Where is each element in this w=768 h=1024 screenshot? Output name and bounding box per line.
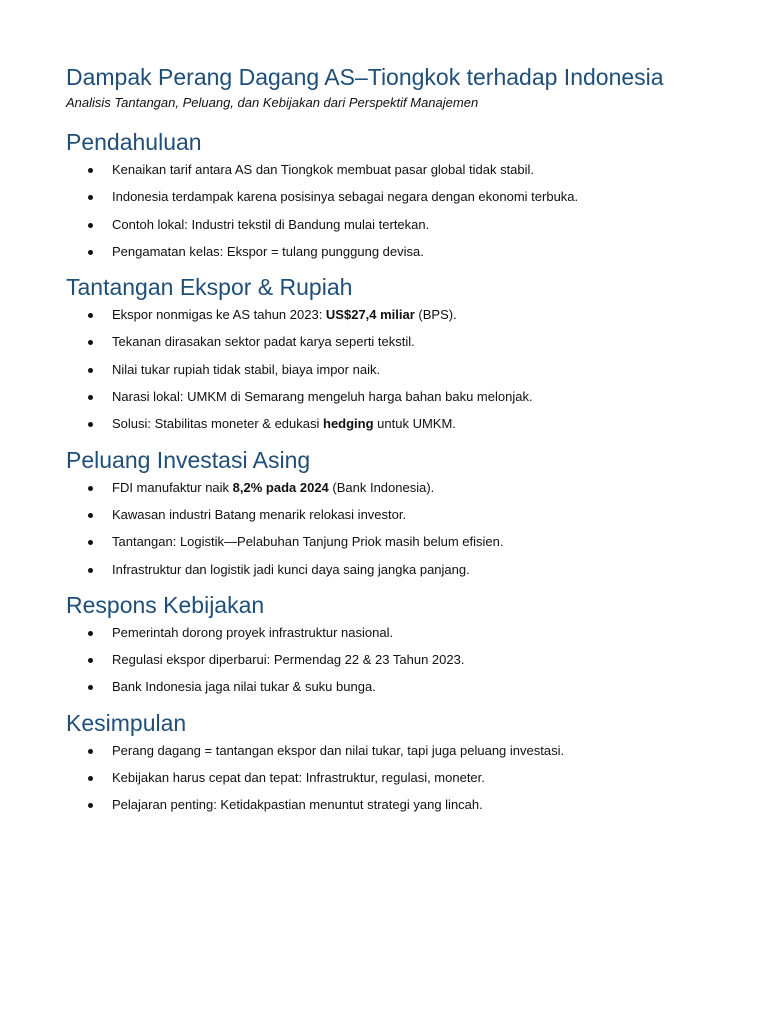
- list-item-text: Infrastruktur dan logistik jadi kunci daya saing jangka panjang.: [112, 561, 470, 577]
- document-title: Dampak Perang Dagang AS–Tiongkok terhadap Indonesia: [66, 64, 664, 90]
- bullet-icon: [88, 685, 93, 690]
- section-heading: Tantangan Ekspor & Rupiah: [66, 274, 353, 301]
- section-tantangan: [66, 270, 706, 432]
- bullet-icon: [88, 313, 93, 318]
- bullet-icon: [88, 513, 93, 518]
- bullet-icon: [88, 168, 93, 173]
- bullet-list: [66, 306, 706, 432]
- highlight-value: 8,2% pada 2024: [232, 479, 329, 495]
- bullet-icon: [88, 568, 93, 573]
- list-item: [66, 506, 706, 523]
- list-item-text: Bank Indonesia jaga nilai tukar & suku bunga.: [112, 679, 376, 695]
- list-item-text: untuk UMKM.: [373, 416, 456, 432]
- list-item: [66, 243, 706, 260]
- section-respons: [66, 588, 706, 696]
- list-item: [66, 306, 706, 323]
- section-heading: Respons Kebijakan: [66, 591, 265, 618]
- list-item: [66, 678, 706, 695]
- list-item: [66, 415, 706, 432]
- bullet-icon: [88, 749, 93, 754]
- list-item-text: (BPS).: [414, 307, 457, 323]
- bullet-list: [66, 742, 706, 814]
- list-item: [66, 361, 706, 378]
- list-item: [66, 769, 706, 786]
- list-item-text: Indonesia terdampak karena posisinya sebagai negara dengan ekonomi terbuka.: [112, 189, 579, 205]
- list-item-text: FDI manufaktur naik: [112, 479, 233, 495]
- bullet-icon: [88, 658, 93, 663]
- bullet-icon: [88, 195, 93, 200]
- bullet-list: [66, 161, 706, 260]
- section-heading: Pendahuluan: [66, 129, 202, 155]
- list-item: [66, 388, 706, 405]
- bullet-icon: [88, 776, 93, 781]
- section-heading: Kesimpulan: [66, 709, 187, 736]
- bullet-list: [66, 479, 706, 578]
- list-item-text: Regulasi ekspor diperbarui: Permendag 22 & 23 Tahun 2023.: [112, 652, 465, 668]
- list-item: [66, 333, 706, 350]
- bullet-icon: [88, 250, 93, 255]
- list-item-text: Pengamatan kelas: Ekspor = tulang punggung devisa.: [112, 243, 424, 259]
- bullet-list: [66, 624, 706, 696]
- list-item: [66, 479, 706, 496]
- list-item: [66, 188, 706, 205]
- list-item-text: Solusi: Stabilitas moneter & edukasi: [112, 416, 323, 432]
- list-item-text: Ekspor nonmigas ke AS tahun 2023:: [112, 307, 326, 323]
- list-item-text: Kebijakan harus cepat dan tepat: Infrastruktur, regulasi, moneter.: [112, 770, 485, 786]
- list-item-text: Kenaikan tarif antara AS dan Tiongkok membuat pasar global tidak stabil.: [112, 162, 535, 177]
- bullet-icon: [88, 803, 93, 808]
- list-item-text: Contoh lokal: Industri tekstil di Bandung mulai tertekan.: [112, 216, 430, 232]
- list-item: [66, 161, 706, 178]
- list-item: [66, 796, 706, 813]
- list-item: [66, 624, 706, 641]
- highlight-term: hedging: [323, 416, 374, 432]
- section-peluang: [66, 443, 706, 578]
- list-item-text: Kawasan industri Batang menarik relokasi investor.: [112, 506, 407, 522]
- section-heading: Peluang Investasi Asing: [66, 446, 311, 473]
- bullet-icon: [88, 422, 93, 427]
- list-item: [66, 561, 706, 578]
- bullet-icon: [88, 631, 93, 636]
- document-subtitle: Analisis Tantangan, Peluang, dan Kebijakan dari Perspektif Manajemen: [66, 95, 479, 110]
- list-item: [66, 533, 706, 550]
- bullet-icon: [88, 486, 93, 491]
- list-item-text: Perang dagang = tantangan ekspor dan nilai tukar, tapi juga peluang investasi.: [112, 742, 565, 758]
- list-item-text: (Bank Indonesia).: [328, 479, 435, 495]
- list-item: [66, 742, 706, 759]
- list-item-text: Tekanan dirasakan sektor padat karya seperti tekstil.: [112, 334, 415, 350]
- list-item: [66, 216, 706, 233]
- section-pendahuluan: [66, 125, 706, 260]
- list-item-text: Tantangan: Logistik—Pelabuhan Tanjung Priok masih belum efisien.: [112, 534, 504, 550]
- bullet-icon: [88, 540, 93, 545]
- list-item-text: Pemerintah dorong proyek infrastruktur nasional.: [112, 624, 394, 640]
- section-kesimpulan: [66, 706, 706, 814]
- bullet-icon: [88, 395, 93, 400]
- bullet-icon: [88, 368, 93, 373]
- list-item: [66, 651, 706, 668]
- list-item-text: Narasi lokal: UMKM di Semarang mengeluh harga bahan baku melonjak.: [112, 389, 533, 405]
- highlight-value: US$27,4 miliar: [325, 307, 415, 323]
- bullet-icon: [88, 223, 93, 228]
- list-item-text: Pelajaran penting: Ketidakpastian menuntut strategi yang lincah.: [112, 797, 483, 813]
- list-item-text: Nilai tukar rupiah tidak stabil, biaya impor naik.: [112, 361, 381, 377]
- bullet-icon: [88, 340, 93, 345]
- document-page: [66, 60, 706, 824]
